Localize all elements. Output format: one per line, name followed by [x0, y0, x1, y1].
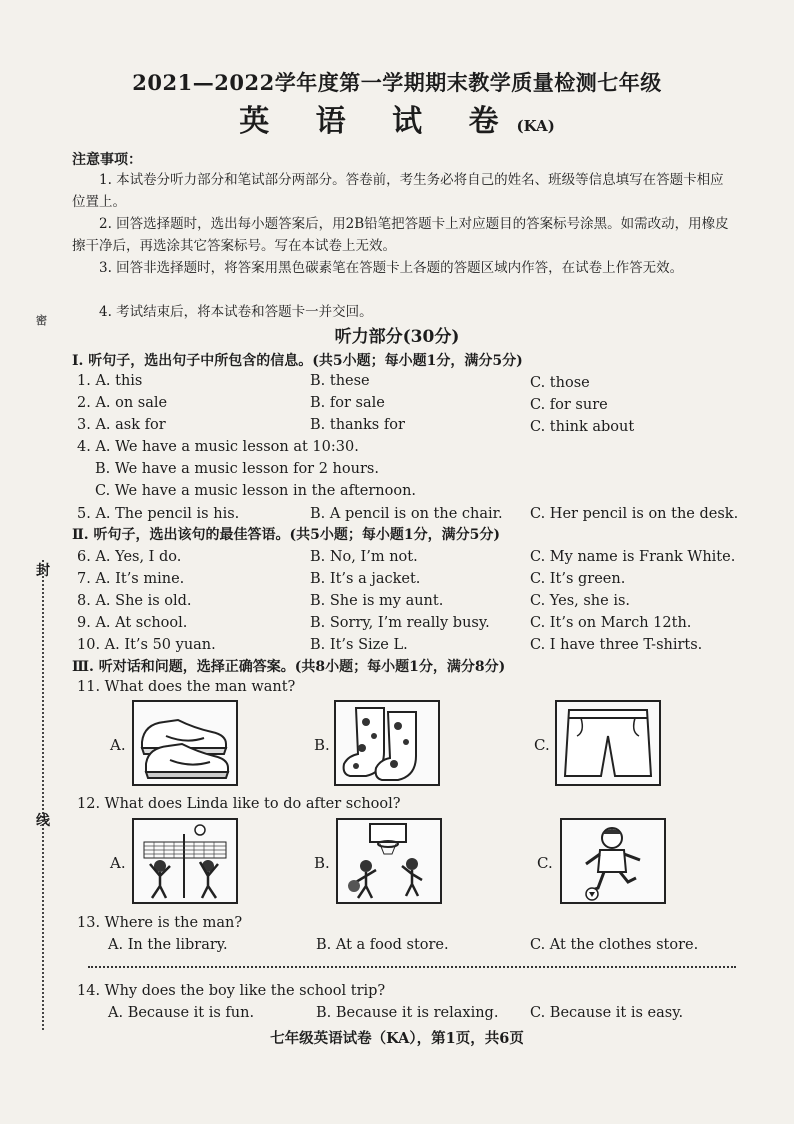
q14-question: 14. Why does the boy like the school trip? [77, 983, 386, 999]
q5-b: B. A pencil is on the chair. [310, 506, 503, 522]
margin-char-seal2: 封 [36, 563, 50, 579]
q10-a: 10. A. It’s 50 yuan. [77, 637, 216, 653]
listening-heading: 听力部分(30分) [334, 327, 460, 347]
q13-question: 13. Where is the man? [77, 915, 243, 931]
q1-a: 1. A. this [77, 373, 143, 389]
margin-char-seal: 密 [36, 314, 47, 327]
part3-heading: Ⅲ. 听对话和问题，选择正确答案。(共8小题；每小题1分，满分8分) [72, 659, 506, 675]
note-1: 1. 本试卷分听力部分和笔试部分两部分。答卷前，考生务必将自己的姓名、班级等信息填写在答题卡相应位置上。 [72, 172, 724, 210]
q2-a: 2. A. on sale [77, 395, 168, 411]
q11-label-b: B. [314, 736, 330, 754]
sneaker-icon [134, 702, 236, 784]
q9-a: 9. A. At school. [77, 615, 188, 631]
notes-heading: 注意事项： [72, 152, 142, 168]
page-footer: 七年级英语试卷（KA），第1页，共6页 [270, 1030, 524, 1047]
subject-name: 英 语 试 卷 [239, 104, 517, 139]
q14-a: A. Because it is fun. [108, 1005, 255, 1021]
q12-image-a-volleyball [132, 818, 238, 904]
part2-heading: Ⅱ. 听句子，选出该句的最佳答语。(共5小题；每小题1分，满分5分) [72, 527, 501, 543]
q14-c: C. Because it is easy. [530, 1005, 684, 1021]
q3-b: B. thanks for [310, 417, 405, 433]
subject-code: (KA) [516, 117, 555, 135]
q12-label-b: B. [314, 854, 330, 872]
note-3: 3. 回答非选择题时，将答案用黑色碳素笔在答题卡上各题的答题区域内作答，在试卷上作答无效。 [99, 260, 684, 276]
q12-image-b-basketball [336, 818, 442, 904]
q11-label-c: C. [534, 736, 550, 754]
part1-heading: Ⅰ. 听句子，选出句子中所包含的信息。(共5小题；每小题1分，满分5分) [72, 353, 523, 369]
soccer-icon [562, 820, 664, 902]
q7-c: C. It’s green. [530, 571, 626, 587]
margin-char-line: 线 [36, 813, 50, 829]
volleyball-icon [134, 820, 236, 902]
q12-label-c: C. [537, 854, 553, 872]
q11-image-c-shorts [555, 700, 661, 786]
note-4: 4. 考试结束后，将本试卷和答题卡一并交回。 [99, 304, 373, 320]
socks-icon [336, 702, 438, 784]
q11-image-a-sneakers [132, 700, 238, 786]
exam-title: 2021—2022学年度第一学期期末教学质量检测七年级 [132, 70, 662, 95]
q8-c: C. Yes, she is. [530, 593, 631, 609]
q12-image-c-soccer [560, 818, 666, 904]
q12-question: 12. What does Linda like to do after school? [77, 796, 401, 812]
fold-dotted-line [88, 966, 736, 968]
q4-a: 4. A. We have a music lesson at 10:30. [77, 439, 359, 455]
basketball-icon [338, 820, 440, 902]
q8-b: B. She is my aunt. [310, 593, 444, 609]
q11-image-b-socks [334, 700, 440, 786]
subject-title [0, 104, 794, 144]
q13-c: C. At the clothes store. [530, 937, 699, 953]
q3-c: C. think about [530, 419, 635, 435]
q6-c: C. My name is Frank White. [530, 549, 736, 565]
q9-b: B. Sorry, I’m really busy. [310, 615, 490, 631]
q2-c: C. for sure [530, 397, 608, 413]
q13-b: B. At a food store. [316, 937, 449, 953]
q5-c: C. Her pencil is on the desk. [530, 506, 739, 522]
q1-c: C. those [530, 375, 590, 391]
q6-b: B. No, I’m not. [310, 549, 418, 565]
q10-c: C. I have three T-shirts. [530, 637, 703, 653]
q2-b: B. for sale [310, 395, 385, 411]
q8-a: 8. A. She is old. [77, 593, 192, 609]
q1-b: B. these [310, 373, 370, 389]
q12-label-a: A. [110, 854, 126, 872]
shorts-icon [557, 702, 659, 784]
q14-b: B. Because it is relaxing. [316, 1005, 499, 1021]
q4-b: B. We have a music lesson for 2 hours. [95, 461, 379, 477]
note-2: 2. 回答选择题时，选出每小题答案后，用2B铅笔把答题卡上对应题目的答案标号涂黑。如需改动，用橡皮擦干净后，再选涂其它答案标号。写在本试卷上无效。 [72, 216, 729, 254]
q4-c: C. We have a music lesson in the afternoon. [95, 483, 417, 499]
q11-label-a: A. [110, 736, 126, 754]
binding-dotted-line [42, 560, 44, 1030]
q6-a: 6. A. Yes, I do. [77, 549, 182, 565]
q3-a: 3. A. ask for [77, 417, 166, 433]
q5-a: 5. A. The pencil is his. [77, 506, 240, 522]
q11-question: 11. What does the man want? [77, 679, 296, 695]
q7-b: B. It’s a jacket. [310, 571, 421, 587]
q10-b: B. It’s Size L. [310, 637, 408, 653]
q7-a: 7. A. It’s mine. [77, 571, 185, 587]
q13-a: A. In the library. [108, 937, 228, 953]
q9-c: C. It’s on March 12th. [530, 615, 692, 631]
